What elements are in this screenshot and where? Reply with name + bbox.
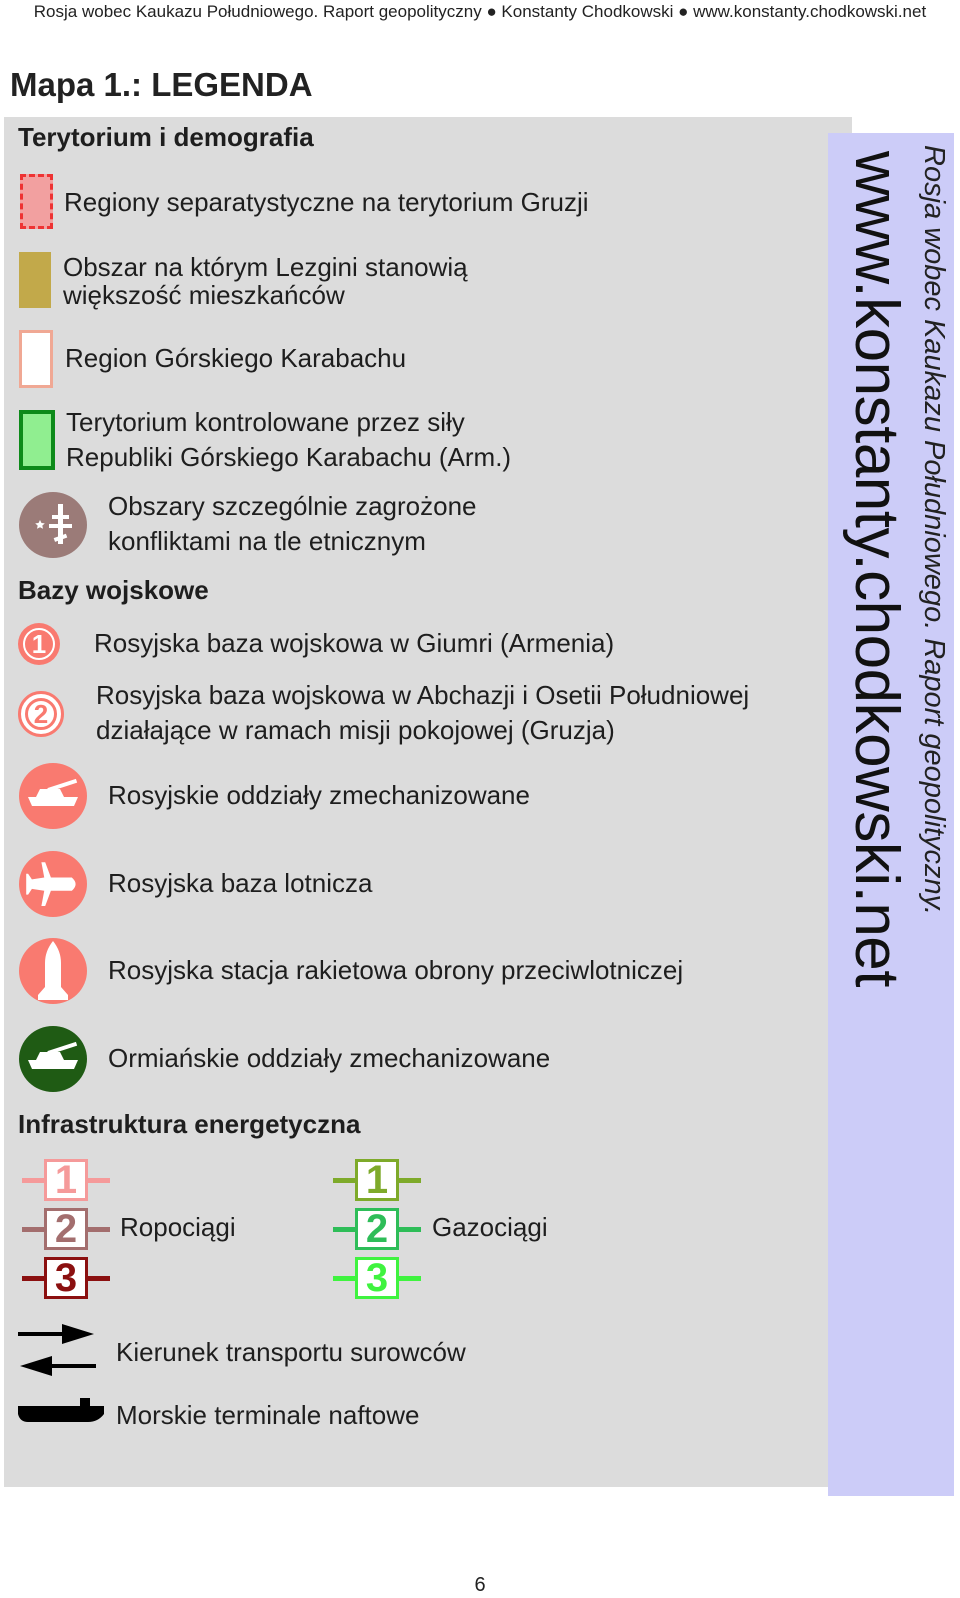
base-1-number: 1 — [23, 628, 55, 660]
legend-label-oil-terminal: Morskie terminale naftowe — [116, 1400, 420, 1430]
legend-label-oil-pipelines: Ropociągi — [120, 1212, 236, 1242]
section-heading-territory: Terytorium i demografia — [18, 122, 314, 152]
legend-label-ethnic — [108, 489, 477, 559]
legend-label-karabakh: Region Górskiego Karabachu — [65, 343, 407, 373]
section-heading-military: Bazy wojskowe — [18, 575, 209, 605]
oil-terminal-icon — [18, 1396, 104, 1424]
legend-label-armenian-mech: Ormiańskie oddziały zmechanizowane — [108, 1043, 551, 1073]
legend-label-gas-pipelines: Gazociągi — [432, 1212, 548, 1242]
karabakh-controlled-swatch — [19, 410, 55, 470]
side-strip-url: www.konstanty.chodkowski.net — [842, 151, 911, 988]
missile-icon — [18, 937, 88, 1005]
legend-label-airbase: Rosyjska baza lotnicza — [108, 868, 373, 898]
legend-label-transport-direction: Kierunek transportu surowców — [116, 1337, 466, 1367]
transport-direction-arrows-icon — [18, 1320, 98, 1380]
oil-pipeline-3-box: 3 — [44, 1257, 88, 1299]
legend-label-karabakh-controlled — [66, 405, 511, 475]
separatist-region-swatch — [20, 174, 53, 229]
legend-label-lezgin-line1: Obszar na którym Lezgini stanowią — [63, 252, 468, 282]
tank-icon — [18, 762, 88, 830]
base-2-number: 2 — [25, 698, 57, 730]
legend-label-giumri: Rosyjska baza wojskowa w Giumri (Armenia) — [94, 628, 615, 658]
page-number: 6 — [474, 1574, 486, 1596]
section-heading-energy: Infrastruktura energetyczna — [18, 1109, 361, 1139]
legend-label-separatist: Regiony separatystyczne na terytorium Gruzji — [64, 187, 589, 217]
legend-label-abchazja-line2: działające w ramach misji pokojowej (Gruzja) — [96, 715, 615, 745]
armenian-tank-icon — [18, 1025, 88, 1093]
oil-pipeline-2-box: 2 — [44, 1208, 88, 1250]
legend-label-ethnic-line2: konfliktami na tle etnicznym — [108, 526, 426, 556]
legend-label-russian-mech: Rosyjskie oddziały zmechanizowane — [108, 780, 530, 810]
side-strip — [828, 133, 954, 1496]
gas-pipeline-3-box: 3 — [355, 1257, 399, 1299]
oil-pipeline-1-box: 1 — [44, 1159, 88, 1201]
running-header: Rosja wobec Kaukazu Południowego. Raport geopolityczny ● Konstanty Chodkowski ● www.konstanty.chodkowski.net — [33, 2, 927, 21]
legend-label-abchazja-line1: Rosyjska baza wojskowa w Abchazji i Osetii Południowej — [96, 680, 750, 710]
gas-pipeline-1-box: 1 — [355, 1159, 399, 1201]
ethnic-conflict-icon — [18, 491, 88, 559]
legend-label-lezgin-line2: większość mieszkańców — [63, 280, 345, 310]
legend-label-karabakh-controlled-line2: Republiki Górskiego Karabachu (Arm.) — [66, 442, 512, 472]
legend-label-missile: Rosyjska stacja rakietowa obrony przeciwlotniczej — [108, 955, 684, 985]
side-strip-subtitle: Rosja wobec Kaukazu Południowego. Raport geopolityczny. — [918, 145, 950, 916]
legend-label-karabakh-controlled-line1: Terytorium kontrolowane przez siły — [66, 407, 465, 437]
airplane-icon — [18, 850, 88, 918]
karabakh-region-swatch — [19, 330, 53, 388]
map-title: Mapa 1.: LEGENDA — [10, 66, 313, 103]
base-1-icon — [18, 623, 60, 665]
gas-pipeline-2-box: 2 — [355, 1208, 399, 1250]
legend-label-ethnic-line1: Obszary szczególnie zagrożone — [108, 491, 477, 521]
base-2-icon — [18, 691, 64, 737]
lezgin-area-swatch — [19, 252, 51, 308]
legend-label-abchazja — [96, 678, 749, 748]
legend-label-lezgin — [63, 250, 468, 313]
